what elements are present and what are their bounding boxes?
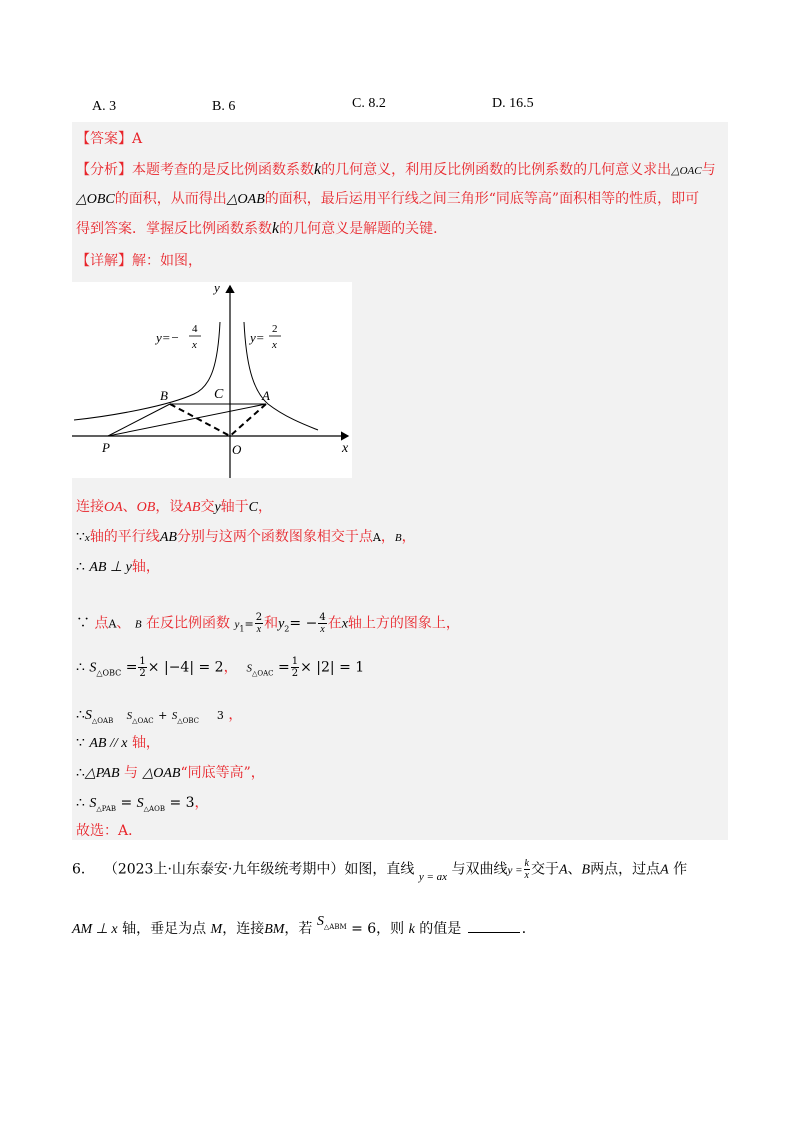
analysis-line-3: 得到答案．掌握反比例函数系数k的几何意义是解题的关键．: [76, 220, 448, 237]
left-func-num: 4: [192, 323, 198, 335]
solution-line-1: 连接OA、OB，设AB交y轴于C，: [76, 499, 273, 515]
detail-line: 【详解】解：如图，: [76, 253, 202, 269]
right-func-den: x: [272, 339, 277, 351]
solution-line-6: $\therefore S_{\triangle OAB}$ $S_{\triangle OAC} + S_{\triangle OBC}$ 3 ，: [76, 707, 243, 725]
solution-line-5: ∴ $S_{\triangle OBC}$ = $\frac{1}{2}$ × |−4| = 2， $S_{\triangle OAC}$ = $\frac{1}{2}$ × |2| = 1: [76, 656, 365, 679]
solution-line-2: ∵x轴的平行线AB分别与这两个函数图象相交于点A，B，: [76, 529, 416, 545]
solution-line-10: 故选：A．: [76, 823, 143, 839]
solution-line-9: ∴ $S_{\triangle PAB} = S_{\triangle AOB} = 3$，: [76, 795, 209, 813]
option-c: C. 8.2: [352, 96, 386, 111]
left-func-prefix: y=−: [156, 330, 180, 345]
label-c: C: [214, 387, 224, 402]
right-func-prefix: y=: [250, 330, 265, 345]
segment-pa: [108, 404, 266, 436]
label-y: y: [214, 282, 220, 295]
label-o: O: [232, 442, 242, 457]
solution-line-8: ∴△PAB 与 △OAB“同底等高”，: [76, 765, 265, 781]
label-b: B: [160, 388, 168, 403]
analysis-line-1: 【分析】本题考查的是反比例函数系数k的几何意义，利用反比例函数的比例系数的几何意义求出△OAC与: [76, 161, 716, 178]
segment-pb: [108, 404, 170, 436]
option-b: B. 6: [212, 99, 236, 114]
left-func-den: x: [192, 339, 197, 351]
curve-left: [74, 322, 220, 420]
solution-line-4: ∵ 点A、 B 在反比例函数 $y_1=$ $\frac{2}{x}$ 和$y_2=$ − $\frac{4}{x}$ 在x轴上方的图象上，: [76, 612, 460, 635]
question-6-line-2: AM ⊥ x 轴，垂足为点 M，连接BM，若 $S_{\triangle ABM} = 6$，则 k 的值是 ．: [72, 914, 536, 937]
solution-line-7: ∵ AB // x 轴，: [76, 735, 160, 751]
segment-oa: [230, 404, 266, 436]
option-d: D. 16.5: [492, 96, 534, 111]
graph-svg: [72, 282, 352, 478]
graph-figure: [72, 282, 352, 478]
label-p: P: [102, 440, 110, 455]
right-func-num: 2: [272, 323, 278, 335]
solution-line-3: ∴ AB ⊥ y轴，: [76, 559, 160, 575]
label-x: x: [342, 441, 349, 456]
option-a: A. 3: [92, 99, 117, 114]
analysis-line-2: △OBC的面积，从而得出△OAB的面积，最后运用平行线之间三角形“同底等高”面积相等的性质，即可: [76, 191, 700, 207]
answer-line: 【答案】A: [76, 131, 143, 147]
answer-blank[interactable]: [468, 932, 520, 933]
label-a: A: [262, 388, 270, 403]
question-6-line-1: 6． （2023上·山东泰安·九年级统考期中）如图，直线 $_{y = ax}$ 与双曲线y = $\frac{k}{x}$ 交于A、B两点，过点A 作: [72, 858, 688, 883]
segment-ob: [170, 404, 230, 436]
